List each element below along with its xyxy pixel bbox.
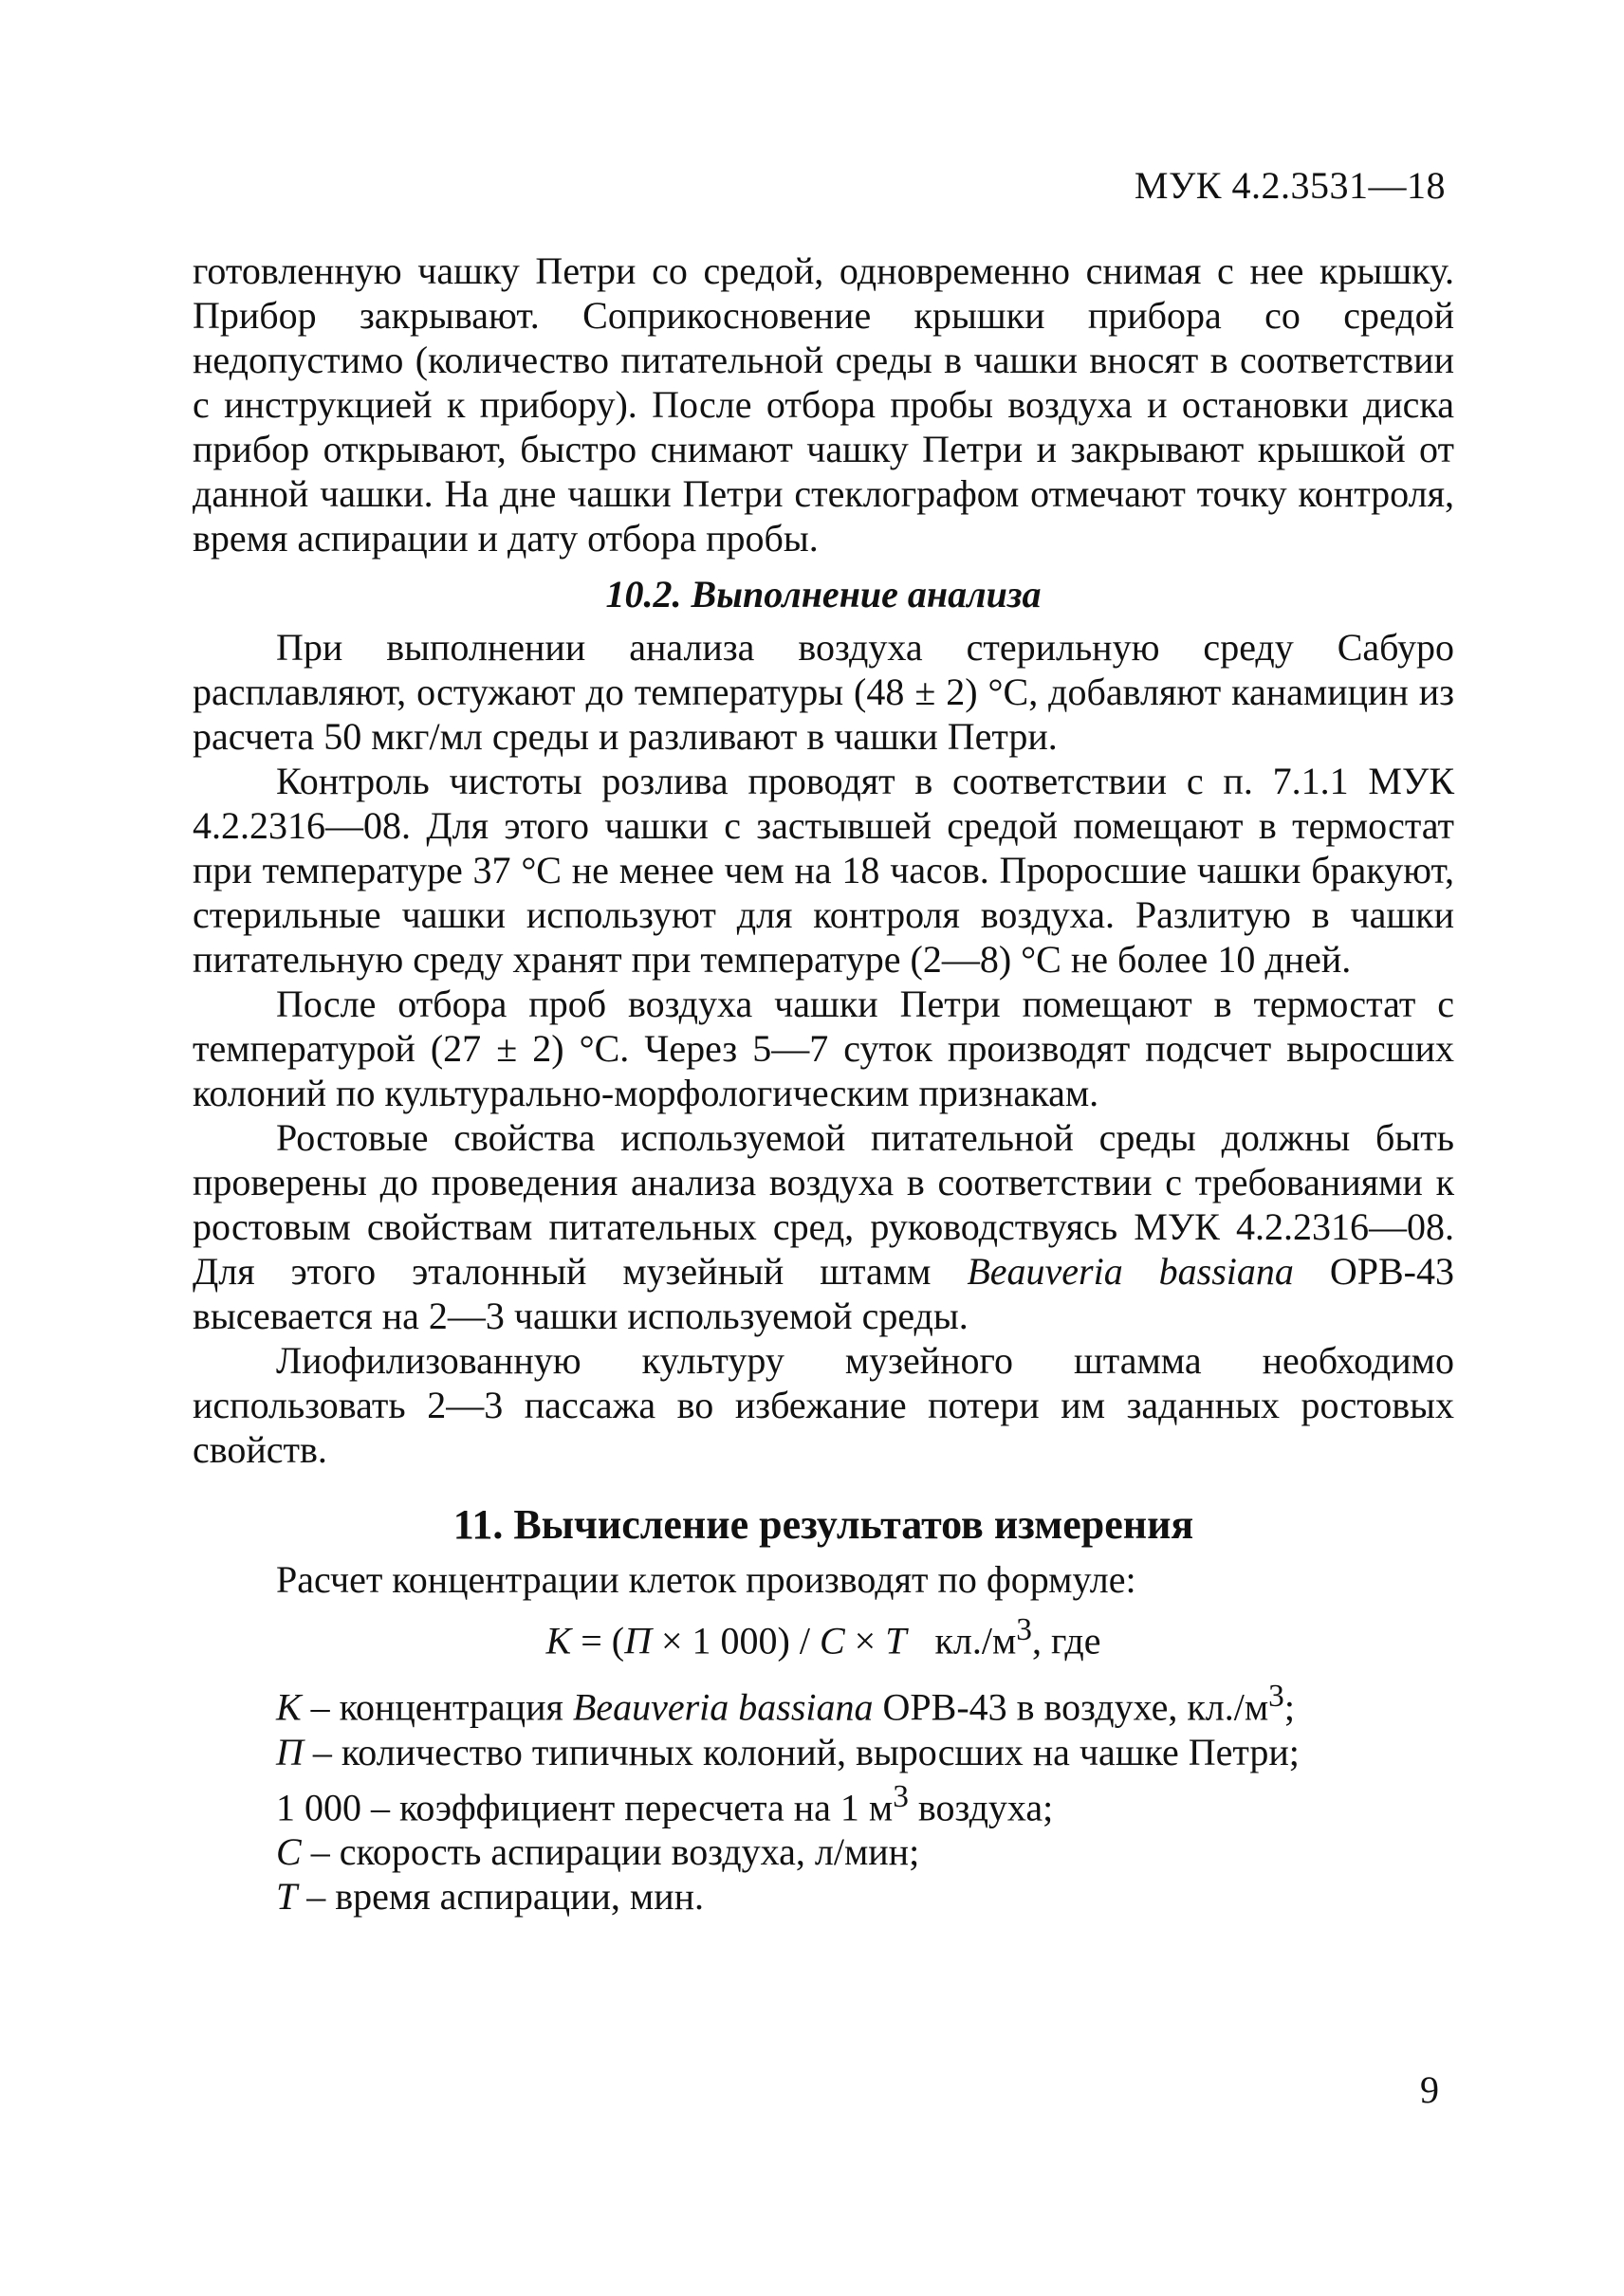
intro-paragraph: готовленную чашку Петри со средой, одновременно снимая с нее крышку. Прибор закрывают. Соприкосновение крышки прибора со средой недопустимо (количество питательной среды в чашки вносят в соответствии с инструкцией к прибору). После отбора пробы воздуха и остановки диска прибор открывают, быстро снимают чашку Петри и закрывают крышкой от данной чашки. На дне чашки Петри стеклографом отмечают точку контроля, время аспирации и дату отбора пробы. bbox=[193, 249, 1454, 560]
species-name: Beauveria bassiana bbox=[967, 1250, 1294, 1293]
def-k bbox=[276, 1674, 1454, 1729]
def-t bbox=[276, 1874, 1454, 1919]
formula-t: Т bbox=[885, 1619, 907, 1662]
paragraph-10-2-2: Контроль чистоты розлива проводят в соответствии с п. 7.1.1 МУК 4.2.2316—08. Для этого чашки с застывшей средой помещают в термостат при температуре 37 °С не менее чем на 18 часов. Проросшие чашки бракуют, стерильные чашки используют для контроля воздуха. Разлитую в чашки питательную среду хранят при температуре (2—8) °С не более 10 дней. bbox=[193, 760, 1454, 981]
concentration-formula bbox=[193, 1607, 1454, 1662]
def-k-sup: 3 bbox=[1268, 1679, 1284, 1715]
page-number: 9 bbox=[1420, 2068, 1439, 2111]
p4-text-b: ОРВ-43 высевается на 2—3 чашки используемой среды. bbox=[193, 1250, 1454, 1337]
def-c bbox=[276, 1829, 1454, 1874]
section-10-2-title: 10.2. Выполнение анализа bbox=[605, 573, 1042, 615]
paragraph-10-2-5: Лиофилизованную культуру музейного штамма необходимо использовать 2—3 пассажа во избежание потери им заданных ростовых свойств. bbox=[193, 1339, 1454, 1471]
def-c-text: – скорость аспирации воздуха, л/мин; bbox=[301, 1829, 920, 1873]
p4-text-a: Ростовые свойства используемой питательной среды должны быть проверены до проведения анализа воздуха в соответствии с требованиями к ростовым свойствам питательных сред, руководствуясь МУК 4.2.2316—08. Для этого эталонный музейный штамм bbox=[193, 1116, 1454, 1293]
formula-tail: , где bbox=[1031, 1619, 1101, 1662]
def-1000-pre: – коэффициент пересчета на 1 м bbox=[361, 1785, 894, 1828]
def-k-symbol: К bbox=[276, 1685, 302, 1729]
def-1000-post: воздуха; bbox=[908, 1785, 1054, 1828]
formula-c: С bbox=[819, 1619, 845, 1662]
paragraph-10-2-4 bbox=[193, 1115, 1454, 1338]
def-c-symbol: С bbox=[276, 1829, 302, 1873]
page-body bbox=[193, 248, 1454, 1919]
formula-mid: × 1 000) / bbox=[651, 1619, 820, 1662]
formula-times: × bbox=[844, 1619, 886, 1662]
def-k-species: Beauveria bassiana bbox=[572, 1685, 874, 1729]
def-1000 bbox=[276, 1774, 1454, 1829]
formula-p: П bbox=[624, 1619, 652, 1662]
formula-intro: Расчет концентрации клеток производят по формуле: bbox=[276, 1558, 1136, 1601]
formula-definitions bbox=[276, 1674, 1454, 1919]
def-k-post: ОРВ-43 в воздухе, кл./м bbox=[873, 1685, 1269, 1729]
def-p bbox=[276, 1730, 1454, 1774]
def-p-symbol: П bbox=[276, 1730, 304, 1773]
def-1000-sup: 3 bbox=[893, 1778, 909, 1814]
section-11-title: 11. Вычисление результатов измерения bbox=[452, 1501, 1194, 1548]
paragraph-10-2-3: После отбора проб воздуха чашки Петри помещают в термостат с температурой (27 ± 2) °С. Через 5—7 суток производят подсчет выросших колоний по культурально-морфологическим признакам. bbox=[193, 983, 1454, 1114]
def-t-text: – время аспирации, мин. bbox=[297, 1874, 705, 1918]
formula-k: K bbox=[545, 1619, 572, 1662]
def-t-symbol: Т bbox=[276, 1874, 298, 1918]
def-1000-number: 1 000 bbox=[276, 1785, 361, 1828]
formula-unit: кл./м bbox=[906, 1619, 1017, 1662]
formula-eq-open: = ( bbox=[571, 1619, 625, 1662]
paragraph-10-2-1: При выполнении анализа воздуха стерильную среду Сабуро расплавляют, остужают до температуры (48 ± 2) °С, добавляют канамицин из расчета 50 мкг/мл среды и разливают в чашки Петри. bbox=[193, 626, 1454, 758]
def-p-text: – количество типичных колоний, выросших на чашке Петри; bbox=[303, 1730, 1300, 1773]
document-code-header: МУК 4.2.3531—18 bbox=[1134, 164, 1446, 207]
formula-unit-sup: 3 bbox=[1016, 1612, 1032, 1647]
def-k-end: ; bbox=[1283, 1685, 1295, 1729]
def-k-pre: – концентрация bbox=[301, 1685, 573, 1729]
